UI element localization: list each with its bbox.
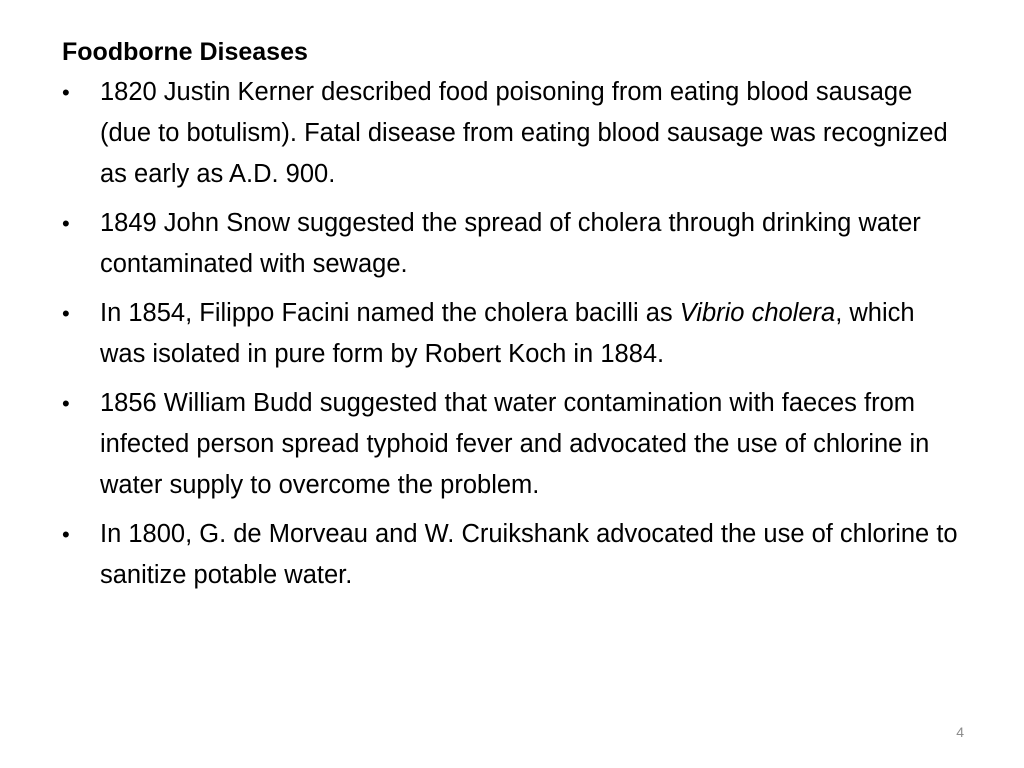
bullet-item-1854-facini — [62, 293, 962, 375]
bullet-text: 1849 John Snow suggested the spread of cholera through drinking water contaminated with sewage. — [100, 209, 921, 278]
slide-heading: Foodborne Diseases — [62, 38, 308, 66]
bullet-dot-icon: • — [62, 522, 70, 547]
bullet-dot-icon: • — [62, 80, 70, 105]
bullet-list — [62, 72, 962, 596]
bullet-item-1820-kerner — [62, 72, 962, 195]
bullet-text: 1820 Justin Kerner described food poisoning from eating blood sausage (due to botulism). Fatal disease from eating blood sausage was recognized as early as A.D. 900. — [100, 78, 948, 188]
bullet-text-after: , which was isolated in pure form by Robert Koch in 1884. — [100, 299, 915, 368]
bullet-text: In 1800, G. de Morveau and W. Cruikshank advocated the use of chlorine to sanitize potable water. — [100, 520, 958, 589]
bullet-text-italic-species: Vibrio cholera — [679, 299, 836, 327]
bullet-item-1849-snow — [62, 203, 962, 285]
bullet-dot-icon: • — [62, 211, 70, 236]
bullet-text: 1856 William Budd suggested that water contamination with faeces from infected person spread typhoid fever and advocated the use of chlorine in water supply to overcome the problem. — [100, 389, 930, 499]
bullet-text-before: In 1854, Filippo Facini named the cholera bacilli as — [100, 299, 680, 327]
bullet-dot-icon: • — [62, 301, 70, 326]
page-number: 4 — [956, 724, 964, 740]
bullet-dot-icon: • — [62, 391, 70, 416]
bullet-item-1800-morveau — [62, 514, 962, 596]
slide-content — [62, 34, 962, 604]
bullet-item-1856-budd — [62, 383, 962, 506]
